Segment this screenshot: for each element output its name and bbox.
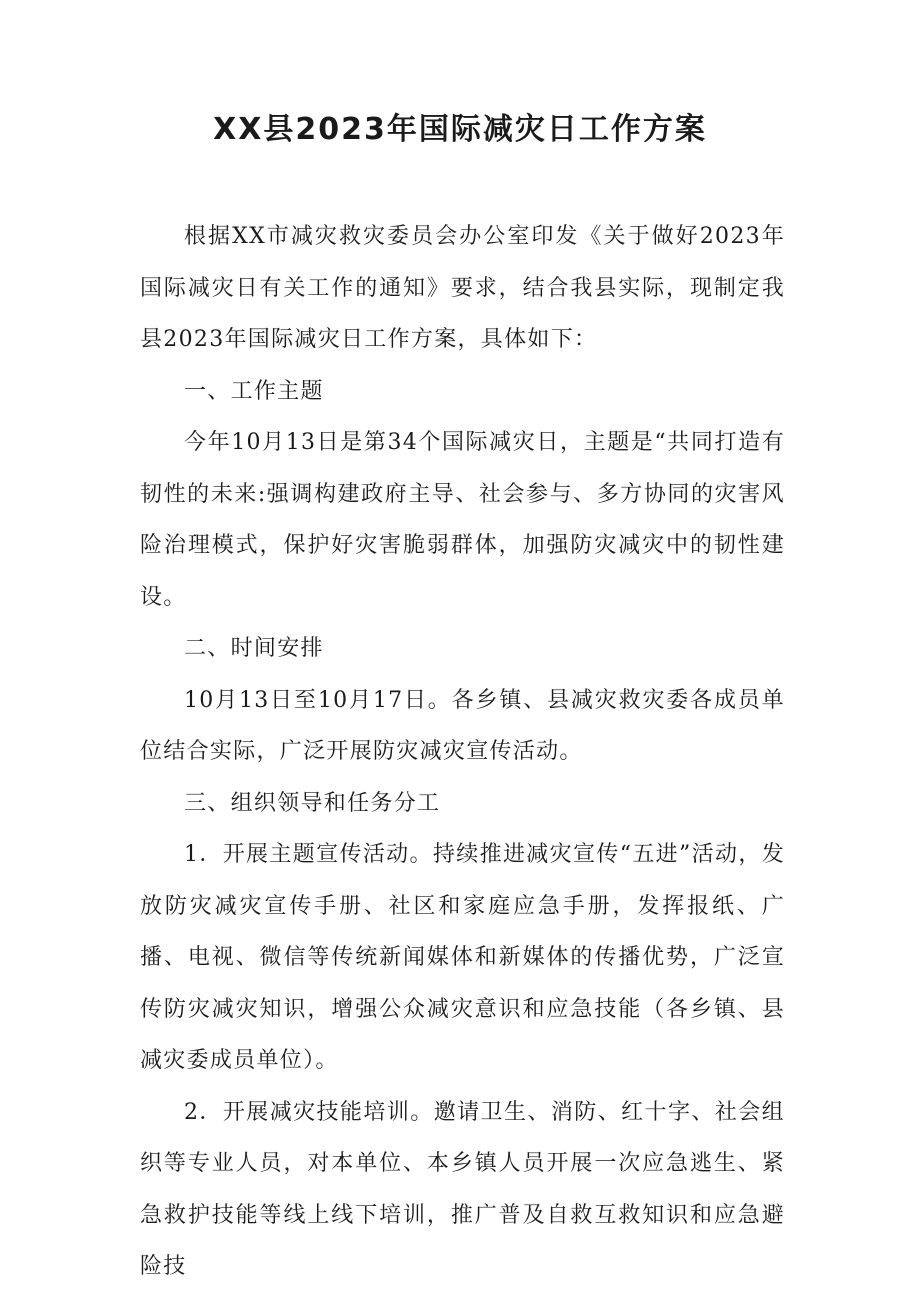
theme-paragraph: 今年10月13日是第34个国际减灾日，主题是“共同打造有韧性的未来:强调构建政府主导、社会参与、多方协同的灾害风险治理模式，保护好灾害脆弱群体，加强防灾减灾中的韧性建设。	[140, 430, 785, 610]
document-body	[140, 211, 785, 1293]
task-1-paragraph: 1．开展主题宣传活动。持续推进减灾宣传“五进”活动，发放防灾减灾宣传手册、社区和家庭应急手册，发挥报纸、广播、电视、微信等传统新闻媒体和新媒体的传播优势，广泛宣传防灾减灾知识，增强公众减灾意识和应急技能（各乡镇、县减灾委成员单位）。	[140, 842, 785, 1073]
document-title: XX县2023年国际减灾日工作方案	[213, 112, 707, 147]
schedule-paragraph: 10月13日至10月17日。各乡镇、县减灾救灾委各成员单位结合实际，广泛开展防灾减灾宣传活动。	[140, 687, 785, 764]
section-heading-theme: 一、工作主题	[184, 378, 324, 404]
section-heading-organization: 三、组织领导和任务分工	[184, 790, 441, 816]
section-heading-schedule: 二、时间安排	[184, 636, 324, 661]
task-2-paragraph: 2．开展减灾技能培训。邀请卫生、消防、红十字、社会组织等专业人员，对本单位、本乡镇人员开展一次应急逃生、紧急救护技能等线上线下培训，推广普及自救互救知识和应急避险技	[140, 1099, 785, 1279]
intro-paragraph: 根据XX市减灾救灾委员会办公室印发《关于做好2023年国际减灾日有关工作的通知》要求，结合我县实际，现制定我县2023年国际减灾日工作方案，具体如下：	[140, 224, 785, 352]
